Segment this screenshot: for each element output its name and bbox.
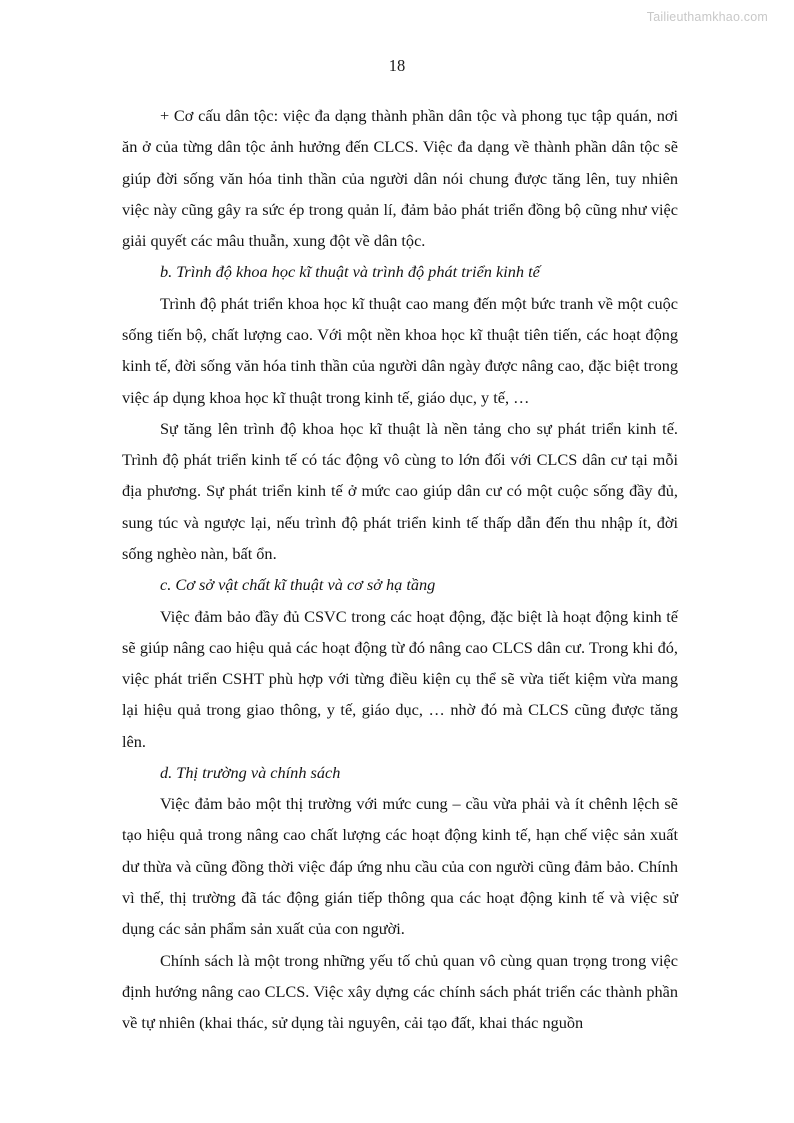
paragraph-market: Việc đảm bảo một thị trường với mức cung – cầu vừa phải và ít chênh lệch sẽ tạo hiệu quả trong nâng cao chất lượng các hoạt động kinh tế, hạn chế việc sản xuất dư thừa và cũng đồng thời việc đáp ứng nhu cầu của con người cũng đảm bảo. Chính vì thế, thị trường đã tác động gián tiếp thông qua các hoạt động kinh tế và việc sử dụng các sản phẩm sản xuất của con người. xyxy=(122,794,678,939)
paragraph-policy: Chính sách là một trong những yếu tố chủ quan vô cùng quan trọng trong việc định hướng nâng cao CLCS. Việc xây dựng các chính sách phát triển các thành phần về tự nhiên (khai thác, sử dụng tài nguyên, cải tạo đất, khai thác nguồn xyxy=(122,950,678,1033)
section-heading-b: b. Trình độ khoa học kĩ thuật và trình độ phát triển kinh tế xyxy=(160,262,540,282)
page-number: 18 xyxy=(388,56,406,75)
section-heading-d: d. Thị trường và chính sách xyxy=(160,762,341,782)
document-body xyxy=(122,100,678,1038)
watermark-label: Tailieuthamkhao.com xyxy=(646,10,768,24)
paragraph-science-level: Trình độ phát triển khoa học kĩ thuật cao mang đến một bức tranh về một cuộc sống tiến bộ, chất lượng cao. Với một nền khoa học kĩ thuật tiên tiến, các hoạt động kinh tế, đời sống văn hóa tinh thần của người dân ngày được nâng cao, đặc biệt trong việc áp dụng khoa học kĩ thuật trong kinh tế, giáo dục, y tế, … xyxy=(122,293,678,407)
paragraph-infrastructure: Việc đảm bảo đầy đủ CSVC trong các hoạt động, đặc biệt là hoạt động kinh tế sẽ giúp nâng cao hiệu quả các hoạt động từ đó nâng cao CLCS dân cư. Trong khi đó, việc phát triển CSHT phù hợp với từng điều kiện cụ thể sẽ vừa tiết kiệm vừa mang lại hiệu quả trong giao thông, y tế, giáo dục, … nhờ đó mà CLCS cũng được tăng lên. xyxy=(122,606,678,751)
paragraph-economic-growth: Sự tăng lên trình độ khoa học kĩ thuật là nền tảng cho sự phát triển kinh tế. Trình độ phát triển kinh tế có tác động vô cùng to lớn đối với CLCS dân cư tại mỗi địa phương. Sự phát triển kinh tế ở mức cao giúp dân cư có một cuộc sống đầy đủ, sung túc và ngược lại, nếu trình độ phát triển kinh tế thấp dẫn đến thu nhập ít, đời sống nghèo nàn, bất ổn. xyxy=(122,418,678,563)
section-heading-c: c. Cơ sở vật chất kĩ thuật và cơ sở hạ tầng xyxy=(160,575,436,595)
paragraph-ethnic-structure: + Cơ cấu dân tộc: việc đa dạng thành phần dân tộc và phong tục tập quán, nơi ăn ở của từng dân tộc ảnh hưởng đến CLCS. Việc đa dạng về thành phần dân tộc sẽ giúp đời sống văn hóa tinh thần của người dân nói chung được tăng lên, tuy nhiên việc này cũng gây ra sức ép trong quản lí, đảm bảo phát triển đồng bộ cũng như việc giải quyết các mâu thuẫn, xung đột về dân tộc. xyxy=(122,106,678,251)
